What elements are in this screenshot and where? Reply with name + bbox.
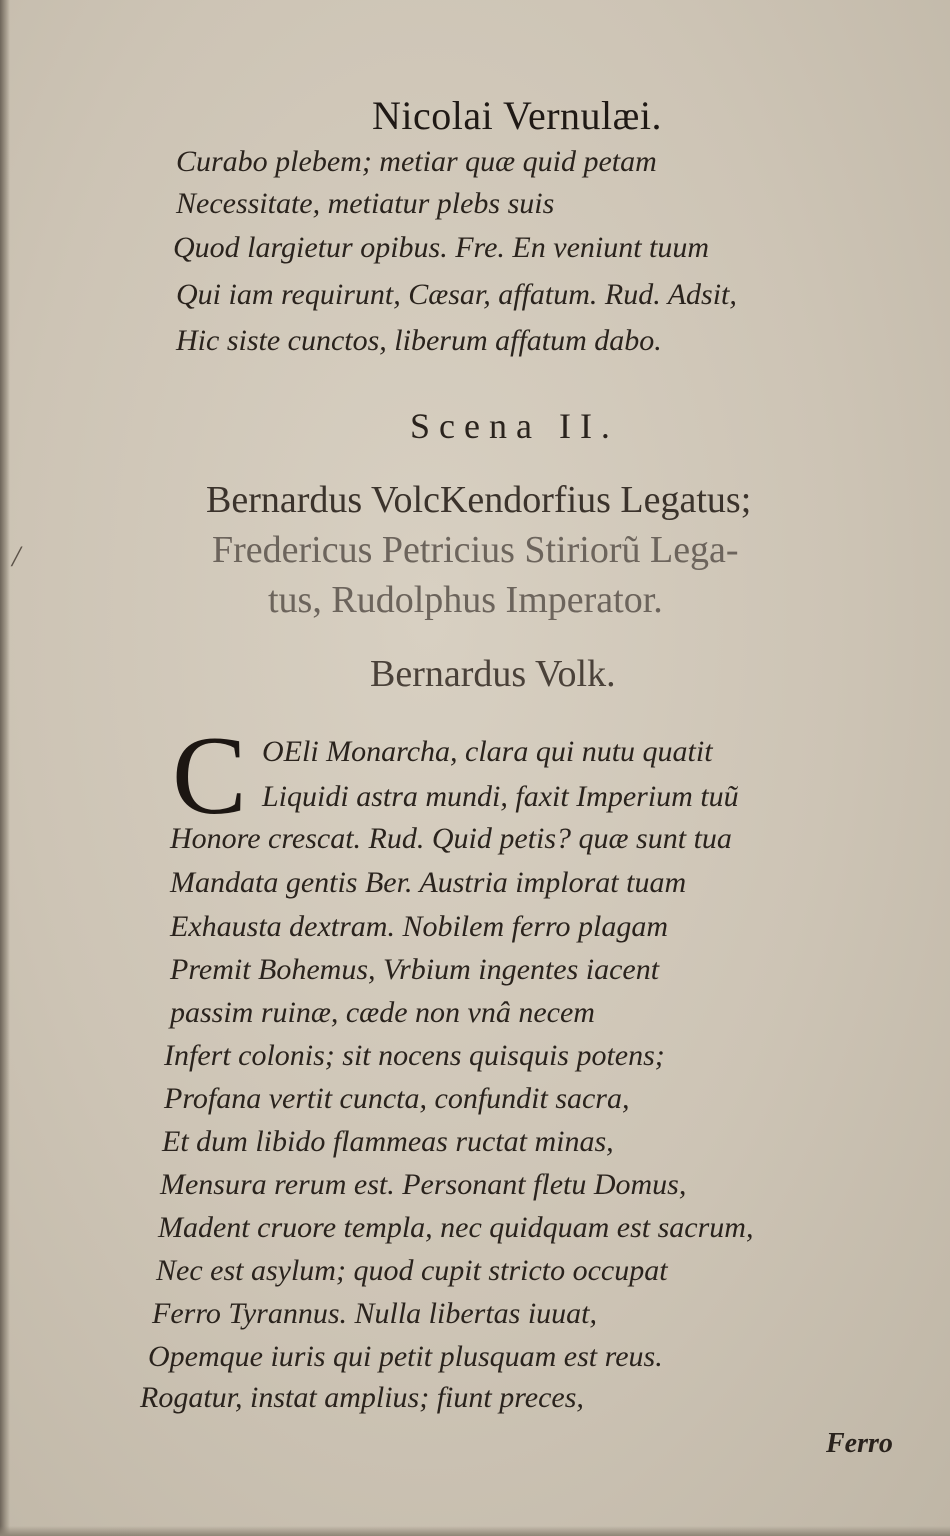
scene-heading: Scena II. xyxy=(410,406,619,446)
verse-line: Et dum libido flammeas ructat minas, xyxy=(162,1125,614,1158)
page-edge-left xyxy=(0,0,10,1536)
verse-line: Exhausta dextram. Nobilem ferro plagam xyxy=(170,910,669,943)
cast-line: tus, Rudolphus Imperator. xyxy=(268,579,663,621)
verse-line: Quod largietur opibus. Fre. En veniunt tuum xyxy=(173,231,710,264)
cast-line: Bernardus VolcKendorfius Legatus; xyxy=(206,479,752,521)
margin-mark: / xyxy=(12,540,21,573)
verse-line: Curabo plebem; metiar quæ quid petam xyxy=(176,145,657,178)
running-head: Nicolai Vernulæi. xyxy=(372,93,662,138)
verse-line: Mensura rerum est. Personant fletu Domus, xyxy=(160,1168,687,1201)
verse-line: Hic siste cunctos, liberum affatum dabo. xyxy=(176,324,662,357)
speaker-name: Bernardus Volk. xyxy=(370,653,616,695)
verse-line: Profana vertit cuncta, confundit sacra, xyxy=(164,1082,630,1115)
verse-line: Nec est asylum; quod cupit stricto occupat xyxy=(156,1254,668,1287)
verse-line: Madent cruore templa, nec quidquam est sacrum, xyxy=(158,1211,754,1244)
page-edge-bottom xyxy=(0,1526,950,1536)
verse-line: Ferro Tyrannus. Nulla libertas iuuat, xyxy=(152,1297,598,1330)
cast-line: Fredericus Petricius Stiriorũ Lega- xyxy=(212,529,739,571)
verse-line: Mandata gentis Ber. Austria implorat tuam xyxy=(170,866,687,899)
verse-line: Opemque iuris qui petit plusquam est reus. xyxy=(148,1340,663,1373)
catchword: Ferro xyxy=(826,1428,893,1459)
verse-line: Qui iam requirunt, Cæsar, affatum. Rud. Adsit, xyxy=(176,278,737,311)
verse-line: Liquidi astra mundi, faxit Imperium tuũ xyxy=(262,780,739,813)
verse-line: Premit Bohemus, Vrbium ingentes iacent xyxy=(170,953,660,986)
drop-cap: C xyxy=(172,714,247,838)
verse-line: Infert colonis; sit nocens quisquis potens; xyxy=(164,1039,665,1072)
verse-line: OEli Monarcha, clara qui nutu quatit xyxy=(262,735,713,768)
verse-line: Honore crescat. Rud. Quid petis? quæ sunt tua xyxy=(170,822,732,855)
verse-line: passim ruinæ, cæde non vnâ necem xyxy=(170,996,595,1029)
verse-line: Necessitate, metiatur plebs suis xyxy=(176,187,555,220)
verse-line: Rogatur, instat amplius; fiunt preces, xyxy=(140,1381,584,1414)
